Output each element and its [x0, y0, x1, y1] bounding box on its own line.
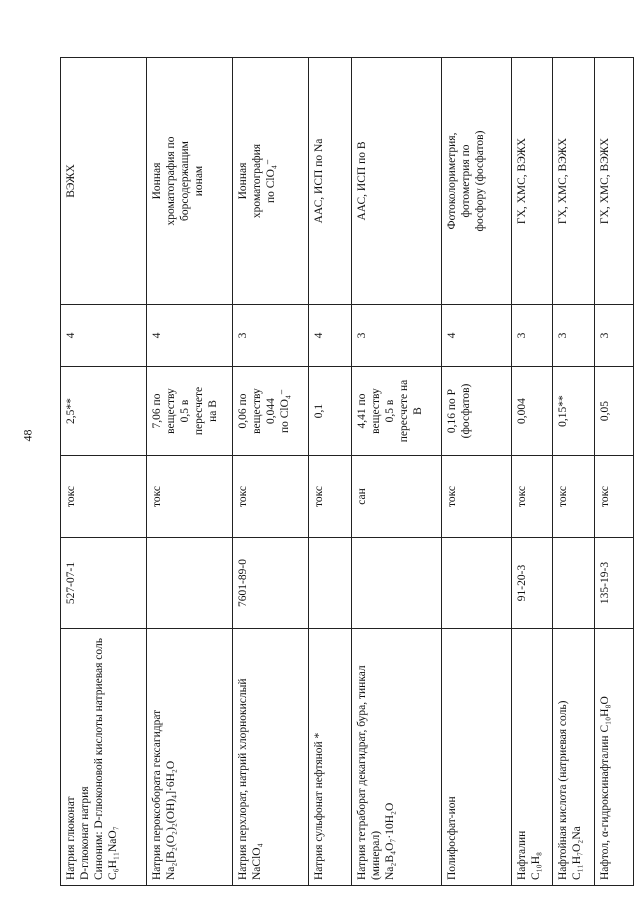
cell-text-line: Натрия перхлорат, натрий хлорнокислый	[237, 678, 249, 880]
hazard-category-cell	[309, 456, 352, 538]
hazard-class-cell	[147, 305, 233, 367]
page-number: 48	[20, 429, 35, 442]
cell-text-line: 0,06 по	[237, 393, 249, 429]
cell-text-line: Натрия сульфонат нефтяной *	[313, 732, 325, 880]
table-row	[61, 58, 147, 886]
hazard-category-cell	[61, 456, 147, 538]
cell-text-line: на В	[207, 400, 220, 422]
cell-text-line: 0,1	[313, 403, 325, 419]
cas-number-cell	[595, 538, 634, 629]
hazard-class-cell	[309, 305, 352, 367]
concentration-value-cell	[553, 367, 595, 456]
cell-text-line: пересчете	[193, 386, 206, 436]
cell-text: токс	[237, 485, 249, 508]
substance-name-cell	[553, 629, 595, 886]
cell-text: токс	[313, 485, 325, 508]
cell-text-line: 0,044	[265, 398, 278, 424]
cell-text: сан	[356, 488, 368, 505]
cell-text-line: NaClO₄	[251, 843, 264, 880]
cell-text-line: ААС, ИСП по Na	[313, 138, 325, 224]
cell-text-line: Ионная	[237, 162, 249, 200]
hazard-class-cell	[233, 305, 309, 367]
cell-text-line: пересчете на	[398, 379, 411, 443]
cell-text-line: 4,41 по	[356, 393, 368, 429]
cell-text-line: 0,004	[516, 398, 528, 424]
substance-name-cell	[309, 629, 352, 886]
hazard-class-cell	[595, 305, 634, 367]
cell-text: токс	[151, 485, 163, 508]
concentration-value-cell	[147, 367, 233, 456]
hazard-class-cell	[512, 305, 553, 367]
cell-text-line: Полифосфат-ион	[446, 796, 458, 880]
cell-text-line: Нафталин	[516, 830, 528, 880]
cas-number-cell	[147, 538, 233, 629]
cell-text-line: Синоним: D-глюконовой кислоты натриевая соль	[93, 638, 106, 880]
substance-name-cell	[233, 629, 309, 886]
cell-text-line: ГХ, ХМС, ВЭЖХ	[599, 137, 611, 225]
cell-text-line: (фосфатов)	[460, 383, 473, 439]
table-row	[512, 58, 553, 886]
substance-name-cell	[512, 629, 553, 886]
analysis-method-cell	[595, 58, 634, 305]
hazard-class-cell	[352, 305, 442, 367]
table-row	[442, 58, 512, 886]
cell-text-line: по ClO₄⁻	[279, 388, 292, 434]
cell-text: 3	[516, 332, 528, 339]
cas-number-cell	[442, 538, 512, 629]
cell-text: токс	[599, 485, 611, 508]
concentration-value-cell	[352, 367, 442, 456]
table-row	[233, 58, 309, 886]
cell-text-line: веществу	[370, 388, 383, 434]
table-row	[553, 58, 595, 886]
cell-text-line: 0,15**	[557, 395, 569, 427]
cell-text-line: 0,16 по Р	[446, 388, 458, 434]
cell-text-line: ионам	[193, 165, 206, 197]
cell-text-line: ГХ, ХМС, ВЭЖХ	[557, 137, 569, 225]
cell-text: 91-20-3	[516, 564, 528, 602]
cell-text: 4	[446, 332, 458, 339]
analysis-method-cell	[512, 58, 553, 305]
cell-text-line: Na₂[B₂(O₂)₂(OH)₄]·6H₂O	[165, 760, 178, 880]
concentration-value-cell	[61, 367, 147, 456]
table-row	[147, 58, 233, 886]
substances-table	[60, 57, 634, 886]
cell-text-line: 0,05	[599, 400, 611, 422]
analysis-method-cell	[233, 58, 309, 305]
analysis-method-cell	[147, 58, 233, 305]
cell-text-line: C₁₀H₈	[530, 851, 543, 880]
cas-number-cell	[512, 538, 553, 629]
cell-text-line: по ClO₄⁻	[265, 158, 278, 204]
cas-number-cell	[233, 538, 309, 629]
concentration-value-cell	[309, 367, 352, 456]
concentration-value-cell	[512, 367, 553, 456]
hazard-category-cell	[147, 456, 233, 538]
cas-number-cell	[309, 538, 352, 629]
analysis-method-cell	[309, 58, 352, 305]
cell-text-line: фосфору (фосфатов)	[474, 130, 487, 232]
cell-text-line: ВЭЖХ	[65, 164, 77, 198]
hazard-category-cell	[442, 456, 512, 538]
cell-text: 3	[356, 332, 368, 339]
cell-text-line: Натрия глюконат	[65, 796, 77, 880]
cell-text-line: 2,5**	[65, 398, 77, 424]
cell-text: 3	[237, 332, 249, 339]
hazard-category-cell	[595, 456, 634, 538]
cell-text-line: ААС, ИСП по В	[356, 141, 368, 221]
cell-text: 3	[599, 332, 611, 339]
substance-name-cell	[61, 629, 147, 886]
cell-text-line: Нафтойная кислота (натриевая соль)	[557, 700, 569, 880]
cas-number-cell	[61, 538, 147, 629]
substance-name-cell	[442, 629, 512, 886]
cell-text-line: Ионная	[151, 162, 163, 200]
cell-text: 4	[151, 332, 163, 339]
hazard-category-cell	[233, 456, 309, 538]
cell-text-line: хроматография по	[165, 136, 178, 226]
cell-text-line: фотометрия по	[460, 144, 473, 218]
cell-text-line: C₁₁H₇O₂Na	[571, 826, 584, 880]
cell-text-line: 7,06 по	[151, 393, 163, 429]
hazard-category-cell	[352, 456, 442, 538]
cell-text-line: D-глюконат натрия	[79, 786, 92, 880]
cell-text-line: Нафтол, α-гидроксинафталин C₁₀H₈O	[599, 696, 611, 880]
cell-text-line: 0,5 в	[384, 399, 397, 423]
cell-text-line: В	[412, 407, 425, 415]
cell-text-line: веществу	[251, 388, 264, 434]
table-row	[309, 58, 352, 886]
cell-text-line: веществу	[165, 388, 178, 434]
substance-name-cell	[352, 629, 442, 886]
cell-text-line: ГХ, ХМС, ВЭЖХ	[516, 137, 528, 225]
table-row	[595, 58, 634, 886]
substance-name-cell	[147, 629, 233, 886]
cell-text-line: борсодержащим	[179, 141, 192, 221]
concentration-value-cell	[442, 367, 512, 456]
cell-text-line: Натрия пероксобората гексагидрат	[151, 709, 163, 880]
cell-text: 7601-89-0	[237, 559, 249, 607]
cell-text: 3	[557, 332, 569, 339]
cell-text: токс	[557, 485, 569, 508]
concentration-value-cell	[595, 367, 634, 456]
cell-text: токс	[65, 485, 77, 508]
cell-text-line: 0,5 в	[179, 399, 192, 423]
hazard-category-cell	[553, 456, 595, 538]
analysis-method-cell	[442, 58, 512, 305]
cell-text-line: C₆H₁₁NaO₇	[107, 826, 120, 880]
analysis-method-cell	[553, 58, 595, 305]
cell-text: 4	[65, 332, 77, 339]
hazard-class-cell	[61, 305, 147, 367]
cell-text-line: Na₂B₄O₇·10H₂O	[384, 802, 397, 880]
cas-number-cell	[352, 538, 442, 629]
substance-name-cell	[595, 629, 634, 886]
cell-text: 4	[313, 332, 325, 339]
cell-text-line: Натрия тетраборат декагидрат, бура, тинкал (минерал)	[356, 665, 383, 880]
cell-text-line: Фотоколориметрия,	[446, 132, 458, 230]
concentration-value-cell	[233, 367, 309, 456]
cell-text: токс	[446, 485, 458, 508]
analysis-method-cell	[352, 58, 442, 305]
hazard-class-cell	[553, 305, 595, 367]
cell-text-line: хроматография	[251, 143, 264, 219]
cell-text: 135-19-3	[599, 561, 611, 605]
table-row	[352, 58, 442, 886]
rotated-page-content	[60, 58, 611, 886]
analysis-method-cell	[61, 58, 147, 305]
cell-text: 527-07-1	[65, 561, 77, 605]
hazard-category-cell	[512, 456, 553, 538]
cell-text: токс	[516, 485, 528, 508]
cas-number-cell	[553, 538, 595, 629]
hazard-class-cell	[442, 305, 512, 367]
